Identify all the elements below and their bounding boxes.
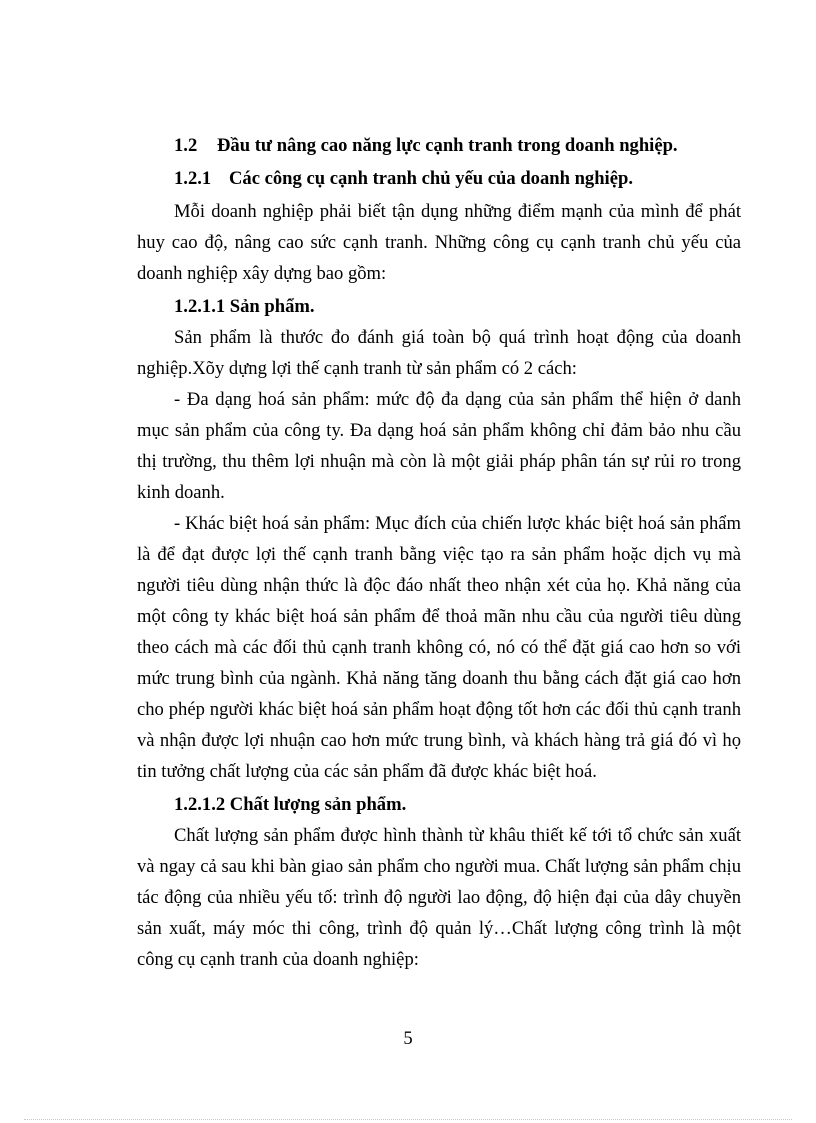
page-bottom-divider — [24, 1119, 792, 1120]
section-heading — [137, 130, 741, 161]
quality-heading: 1.2.1.2 Chất lượng sản phẩm. — [174, 794, 407, 815]
page-number: 5 — [403, 1028, 413, 1049]
subsection-title: Các công cụ cạnh tranh chủ yếu của doanh nghiệp. — [229, 168, 633, 189]
product-paragraph-1: Sản phẩm là thước đo đánh giá toàn bộ quá trình hoạt động của doanh nghiệp.Xõy dựng lợi thế cạnh tranh từ sản phẩm có 2 cách: — [137, 327, 741, 379]
subsection-number: 1.2.1 — [174, 168, 212, 189]
page-content — [137, 130, 741, 975]
section-number: 1.2 — [174, 135, 198, 156]
subsection-heading — [137, 163, 741, 194]
quality-paragraph-1: Chất lượng sản phẩm được hình thành từ khâu thiết kế tới tổ chức sản xuất và ngay cả sau khi bàn giao sản phẩm cho người mua. Chất lượng sản phẩm chịu tác động của nhiều yếu tố: trình độ người lao động, độ hiện đại của dây chuyền sản xuất, máy móc thi công, trình độ quản lý…Chất lượng công trình là một công cụ cạnh tranh của doanh nghiệp: — [137, 825, 741, 970]
section-title: Đầu tư nâng cao năng lực cạnh tranh trong doanh nghiệp. — [217, 135, 678, 156]
product-paragraph-diversification: - Đa dạng hoá sản phẩm: mức độ đa dạng của sản phẩm thể hiện ở danh mục sản phẩm của công ty. Đa dạng hoá sản phẩm không chỉ đảm bảo nhu cầu thị trường, thu thêm lợi nhuận mà còn là một giải pháp phân tán sự rủi ro trong kinh doanh. — [137, 389, 741, 503]
product-heading: 1.2.1.1 Sản phẩm. — [174, 296, 315, 317]
product-paragraph-differentiation: - Khác biệt hoá sản phẩm: Mục đích của chiến lược khác biệt hoá sản phẩm là để đạt được lợi thế cạnh tranh bằng việc tạo ra sản phẩm hoặc dịch vụ mà người tiêu dùng nhận thức là độc đáo nhất theo nhận xét của họ. Khả năng của một công ty khác biệt hoá sản phẩm để thoả mãn nhu cầu của người tiêu dùng theo cách mà các đối thủ cạnh tranh không có, nó có thể đặt giá cao hơn so với mức trung bình của ngành. Khả năng tăng doanh thu bằng cách đặt giá cao hơn cho phép người khác biệt hoá sản phẩm hoạt động tốt hơn các đối thủ cạnh tranh và nhận được lợi nhuận cao hơn mức trung bình, và khách hàng trả giá đó vì họ tin tưởng chất lượng của các sản phẩm đã được khác biệt hoá. — [137, 513, 741, 782]
intro-paragraph: Mỗi doanh nghiệp phải biết tận dụng những điểm mạnh của mình để phát huy cao độ, nâng cao sức cạnh tranh. Những công cụ cạnh tranh chủ yếu của doanh nghiệp xây dựng bao gồm: — [137, 201, 741, 284]
